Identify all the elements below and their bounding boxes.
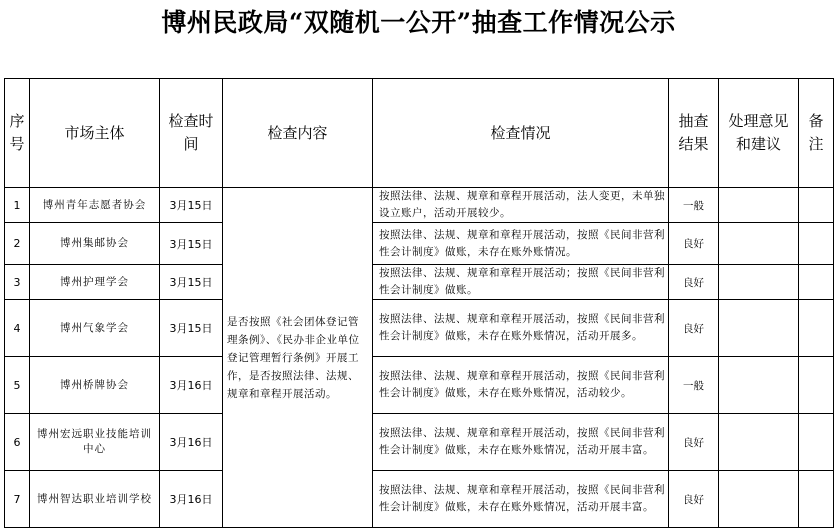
row-remark <box>799 188 834 223</box>
header-date: 检查时间 <box>160 79 223 188</box>
table-row <box>5 188 834 223</box>
row-result: 一般 <box>669 357 719 414</box>
row-seq: 6 <box>5 414 30 471</box>
row-opinion <box>719 265 799 300</box>
row-opinion <box>719 414 799 471</box>
table-row <box>5 265 834 300</box>
row-seq: 1 <box>5 188 30 223</box>
row-situation: 按照法律、法规、规章和章程开展活动；按照《民间非营利性会计制度》做账。 <box>373 265 669 300</box>
row-date: 3月16日 <box>160 357 223 414</box>
row-result: 良好 <box>669 300 719 357</box>
row-result: 良好 <box>669 414 719 471</box>
inspection-table <box>4 78 834 528</box>
table-row <box>5 471 834 528</box>
row-date: 3月15日 <box>160 223 223 265</box>
header-seq: 序号 <box>5 79 30 188</box>
row-date: 3月16日 <box>160 414 223 471</box>
row-date: 3月15日 <box>160 265 223 300</box>
row-remark <box>799 471 834 528</box>
row-seq: 3 <box>5 265 30 300</box>
row-situation: 按照法律、法规、规章和章程开展活动，按照《民间非营利性会计制度》做账，未存在账外账情况，活动开展丰富。 <box>373 414 669 471</box>
row-seq: 4 <box>5 300 30 357</box>
row-result: 良好 <box>669 471 719 528</box>
table-row <box>5 223 834 265</box>
table-row <box>5 357 834 414</box>
row-opinion <box>719 188 799 223</box>
row-seq: 7 <box>5 471 30 528</box>
row-opinion <box>719 357 799 414</box>
row-subject: 博州宏远职业技能培训中心 <box>30 414 160 471</box>
row-subject: 博州智达职业培训学校 <box>30 471 160 528</box>
row-date: 3月16日 <box>160 471 223 528</box>
row-result: 良好 <box>669 223 719 265</box>
row-opinion <box>719 471 799 528</box>
row-situation: 按照法律、法规、规章和章程开展活动，按照《民间非营利性会计制度》做账，未存在账外账情况，活动开展丰富。 <box>373 471 669 528</box>
row-seq: 2 <box>5 223 30 265</box>
header-remark: 备注 <box>799 79 834 188</box>
row-subject: 博州青年志愿者协会 <box>30 188 160 223</box>
header-situation: 检查情况 <box>373 79 669 188</box>
row-situation: 按照法律、法规、规章和章程开展活动，按照《民间非营利性会计制度》做账，未存在账外账情况，活动开展多。 <box>373 300 669 357</box>
page-title: 博州民政局“双随机一公开”抽查工作情况公示 <box>161 8 676 37</box>
header-subject: 市场主体 <box>30 79 160 188</box>
header-content: 检查内容 <box>223 79 373 188</box>
row-remark <box>799 223 834 265</box>
header-opinion: 处理意见和建议 <box>719 79 799 188</box>
row-situation: 按照法律、法规、规章和章程开展活动，法人变更，未单独设立账户，活动开展较少。 <box>373 188 669 223</box>
row-subject: 博州桥牌协会 <box>30 357 160 414</box>
row-subject: 博州护理学会 <box>30 265 160 300</box>
row-situation: 按照法律、法规、规章和章程开展活动，按照《民间非营利性会计制度》做账，未存在账外账情况。 <box>373 223 669 265</box>
row-remark <box>799 414 834 471</box>
table-row <box>5 414 834 471</box>
table-row <box>5 300 834 357</box>
row-result: 良好 <box>669 265 719 300</box>
row-remark <box>799 300 834 357</box>
row-opinion <box>719 223 799 265</box>
row-subject: 博州集邮协会 <box>30 223 160 265</box>
row-date: 3月15日 <box>160 300 223 357</box>
row-subject: 博州气象学会 <box>30 300 160 357</box>
row-situation: 按照法律、法规、规章和章程开展活动，按照《民间非营利性会计制度》做账，未存在账外账情况，活动较少。 <box>373 357 669 414</box>
header-result: 抽查结果 <box>669 79 719 188</box>
row-seq: 5 <box>5 357 30 414</box>
inspection-content: 是否按照《社会团体登记管理条例》、《民办非企业单位登记管理暂行条例》开展工作，是否按照法律、法规、规章和章程开展活动。 <box>223 188 373 528</box>
row-remark <box>799 265 834 300</box>
table-header-row <box>5 79 834 188</box>
row-date: 3月15日 <box>160 188 223 223</box>
row-result: 一般 <box>669 188 719 223</box>
row-remark <box>799 357 834 414</box>
row-opinion <box>719 300 799 357</box>
